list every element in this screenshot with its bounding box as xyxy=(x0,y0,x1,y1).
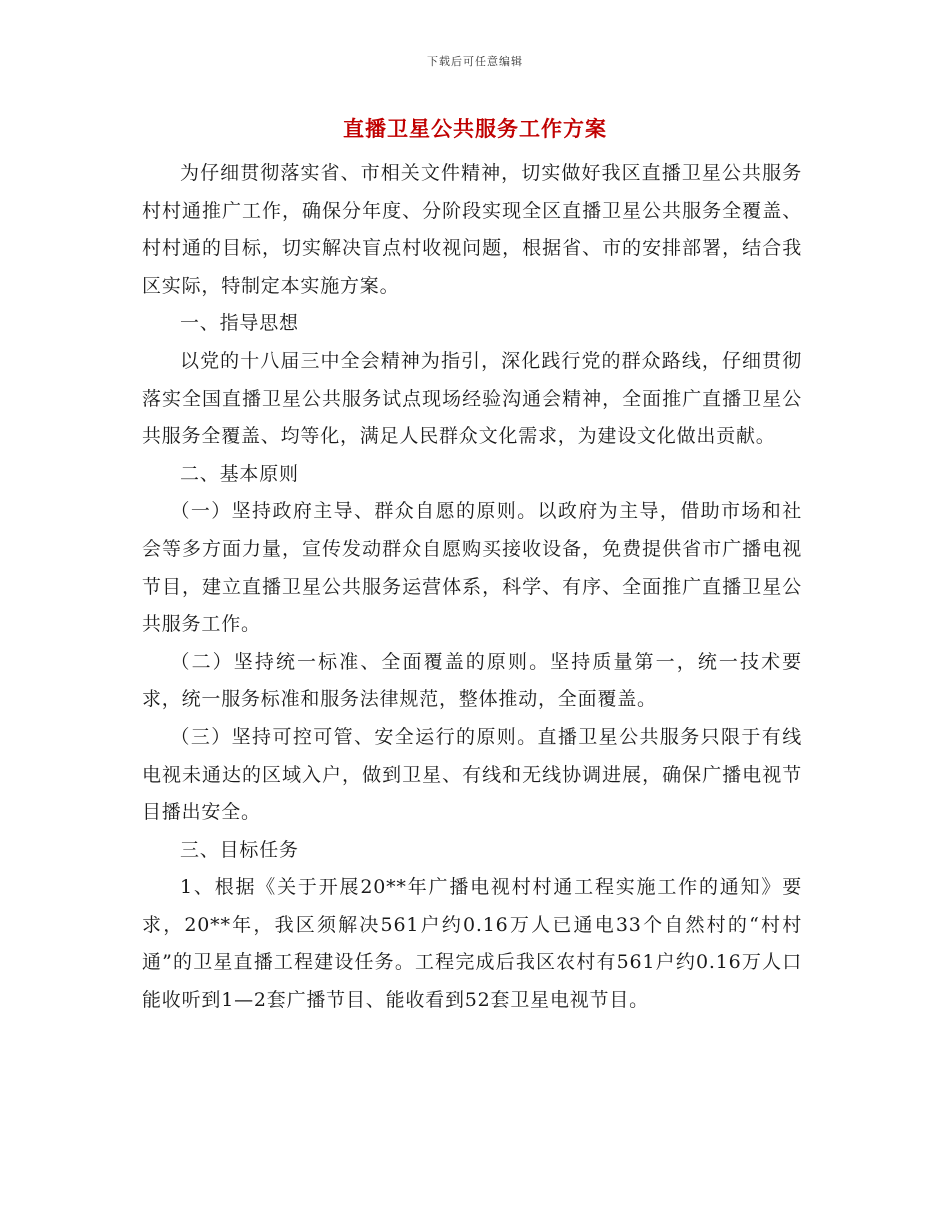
section-heading-guiding-thought: 一、指导思想 xyxy=(180,312,299,335)
page-header-note: 下载后可任意编辑 xyxy=(427,55,523,68)
principle-1-paragraph: （一）坚持政府主导、群众自愿的原则。以政府为主导，借助市场和社会等多方面力量，宣传发动群众自愿购买接收设备，免费提供省市广播电视节目，建立直播卫星公共服务运营体系，科学、有序、全面推广直播卫星公共服务工作。 xyxy=(142,500,802,636)
principle-2-paragraph: （二）坚持统一标准、全面覆盖的原则。坚持质量第一，统一技术要求，统一服务标准和服务法律规范，整体推动，全面覆盖。 xyxy=(142,650,802,711)
task-1-paragraph: 1、根据《关于开展20**年广播电视村村通工程实施工作的通知》要求，20**年，我区须解决561户约0.16万人已通电33个自然村的“村村通”的卫星直播工程建设任务。工程完成后我区农村有561户约0.16万人口能收听到1—2套广播节目、能收看到52套卫星电视节目。 xyxy=(142,876,802,1012)
document-body xyxy=(142,155,802,1020)
document-title: 直播卫星公共服务工作方案 xyxy=(343,116,607,141)
section-heading-goals-tasks: 三、目标任务 xyxy=(180,838,299,861)
principle-3-paragraph: （三）坚持可控可管、安全运行的原则。直播卫星公共服务只限于有线电视未通达的区域入户，做到卫星、有线和无线协调进展，确保广播电视节目播出安全。 xyxy=(142,725,802,824)
intro-paragraph: 为仔细贯彻落实省、市相关文件精神，切实做好我区直播卫星公共服务村村通推广工作，确保分年度、分阶段实现全区直播卫星公共服务全覆盖、村村通的目标，切实解决盲点村收视问题，根据省、市的安排部署，结合我区实际，特制定本实施方案。 xyxy=(142,162,802,297)
guiding-thought-paragraph: 以党的十八届三中全会精神为指引，深化践行党的群众路线，仔细贯彻落实全国直播卫星公共服务试点现场经验沟通会精神，全面推广直播卫星公共服务全覆盖、均等化，满足人民群众文化需求，为建设文化做出贡献。 xyxy=(142,349,802,448)
section-heading-basic-principles: 二、基本原则 xyxy=(180,462,299,485)
